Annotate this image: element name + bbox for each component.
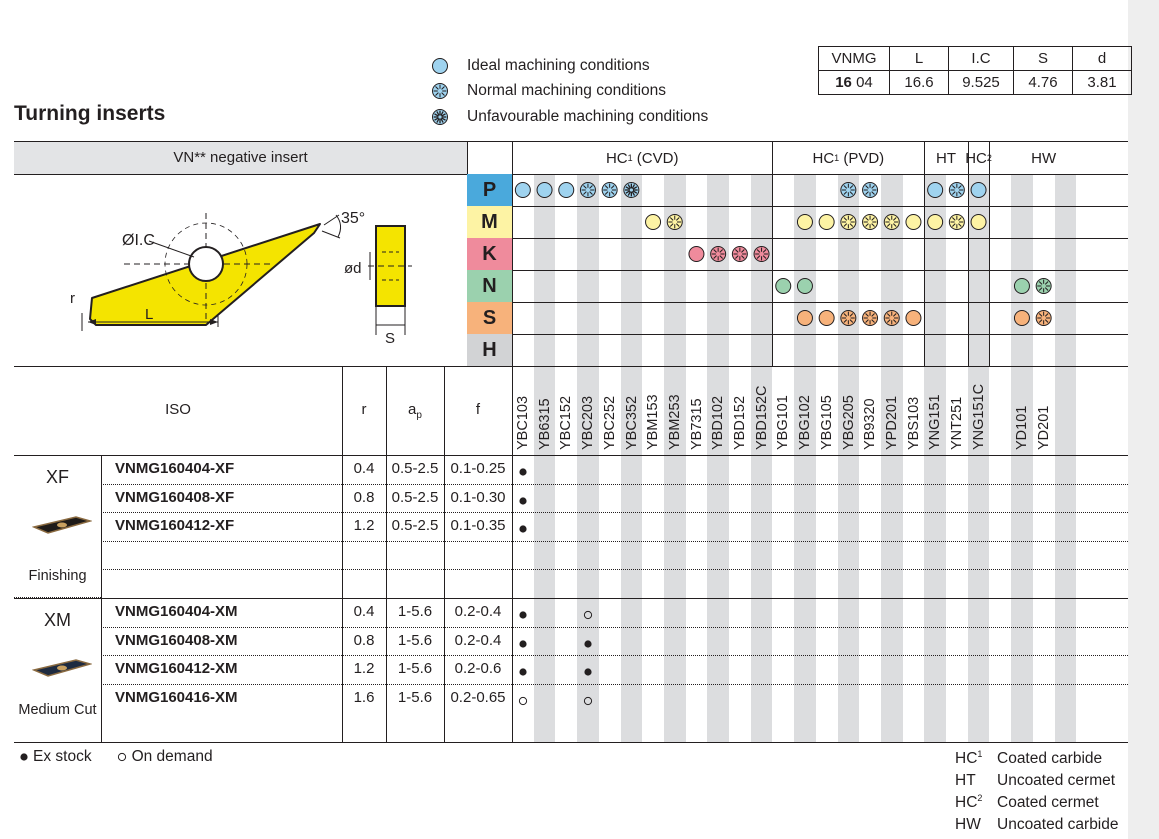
section-code: XM xyxy=(44,610,71,630)
ideal-circle-icon xyxy=(1014,311,1029,326)
material-letter: N xyxy=(482,274,497,297)
normal-flower-icon xyxy=(863,183,878,198)
insert-grade-table: VN** negative insert ØI.C 35° ød r L S P M K N S H HC 1 (CVD) HC 1 (PVD) HT HC 2 HW YBC103 YBC152 YBC252 YBM153 YB7315 YBD152 YBG101 YBG105 YB9320 YBS103 YNT251 YD201 ISO r $a_p$ f XF Finishing VNMG160404-XF 0.4 0.5-2.5 0.1-0.25 VNMG160408-XF 0.8 0.5-2.5 0.1-0.30 VNMG160412-XF 1.2 0.5-2.5 0.1-0.35 XM Medium Cut VNMG160404-XM 0.4 1-5.6 0.2-0.4 VNMG160408-XM 0.8 1-5.6 0.2-0.4 VNMG160412-XM 1.2 1-5.6 0.2-0.6 VNMG160416-XM 1.6 1-5.6 0.2-0.65 xyxy=(14,141,1128,743)
table-row xyxy=(101,684,1128,713)
ex-stock-dot-icon xyxy=(19,752,29,762)
dim-header: d xyxy=(1073,47,1132,71)
material-letter: K xyxy=(482,242,497,265)
ideal-circle-icon xyxy=(797,311,812,326)
dim-header: S xyxy=(1014,47,1073,71)
ex-stock-dot-icon xyxy=(518,493,528,503)
insert-photo-icon xyxy=(32,656,86,678)
ideal-circle-icon xyxy=(906,215,921,230)
ideal-circle-icon xyxy=(797,279,812,294)
material-letter: H xyxy=(482,338,497,361)
unfavourable-flower-icon xyxy=(430,107,450,127)
grade-type-desc: Uncoated cermet xyxy=(997,772,1116,789)
ex-stock-dot-icon xyxy=(518,521,528,531)
dim-size xyxy=(819,71,890,95)
grade-type-desc: Uncoated carbide xyxy=(997,816,1119,833)
drawing-label-L: L xyxy=(145,306,154,323)
grade-type-row xyxy=(955,792,1119,814)
grade-type-legend xyxy=(955,748,1119,836)
drawing-label-angle: 35° xyxy=(341,210,366,227)
r-value: 0.8 xyxy=(353,488,375,506)
ideal-circle-icon xyxy=(646,215,661,230)
normal-flower-icon xyxy=(863,215,878,230)
group-label: HC xyxy=(605,149,628,167)
grade-type-sup: 1 xyxy=(977,749,983,760)
ideal-circle-icon xyxy=(971,215,986,230)
normal-flower-icon xyxy=(602,183,617,198)
group-label: HW xyxy=(1031,149,1057,167)
grade-type-code-text: HT xyxy=(955,772,976,790)
on-demand-circle-icon xyxy=(116,752,128,762)
table-row xyxy=(101,484,1128,513)
insert-header: VN** negative insert xyxy=(173,149,308,166)
dim-header: L xyxy=(890,47,949,71)
group-sup: 1 xyxy=(834,153,840,163)
grade-type-row xyxy=(955,770,1119,792)
table-row xyxy=(101,655,1128,684)
grade-type-row xyxy=(955,748,1119,770)
normal-flower-icon xyxy=(841,311,856,326)
legend-unfavourable-label: Unfavourable machining conditions xyxy=(467,107,709,125)
iso-column-header: ISO xyxy=(165,401,191,418)
ap-value: 1-5.6 xyxy=(397,631,433,649)
normal-flower-icon xyxy=(949,215,964,230)
ideal-circle-icon xyxy=(537,183,552,198)
ideal-circle-icon xyxy=(797,215,812,230)
normal-flower-icon xyxy=(580,183,595,198)
group-label: HC xyxy=(812,149,835,167)
iso-designation: VNMG160416-XM xyxy=(115,688,238,706)
r-value: 0.8 xyxy=(353,631,375,649)
drawing-label-d: ød xyxy=(344,260,362,277)
f-value: 0.2-0.4 xyxy=(454,631,502,649)
normal-flower-icon xyxy=(430,81,450,101)
insert-photo-icon xyxy=(32,513,86,535)
ex-stock-dot-icon xyxy=(583,636,593,646)
ap-value: 0.5-2.5 xyxy=(391,517,439,535)
on-demand-circle-icon xyxy=(518,693,528,703)
legend-ideal xyxy=(430,53,708,79)
table-row xyxy=(101,598,1128,627)
iso-designation: VNMG160408-XM xyxy=(115,631,238,649)
on-demand-circle-icon xyxy=(583,607,593,617)
f-value: 0.1-0.30 xyxy=(450,488,506,506)
table-row xyxy=(101,455,1128,484)
drawing-label-r: r xyxy=(70,290,75,307)
ideal-circle-icon xyxy=(689,247,704,262)
ideal-circle-icon xyxy=(928,215,943,230)
group-suffix: (PVD) xyxy=(839,149,885,167)
section-code: XF xyxy=(45,467,69,487)
stock-legend xyxy=(19,748,213,766)
r-value: 1.6 xyxy=(353,688,375,706)
grade-type-desc: Coated carbide xyxy=(997,750,1103,767)
grade-type-sup: 2 xyxy=(977,793,983,804)
normal-flower-icon xyxy=(884,215,899,230)
grade-type-row xyxy=(955,814,1119,836)
on-demand-circle-icon xyxy=(583,693,593,703)
grade-type-desc: Coated cermet xyxy=(997,794,1099,811)
normal-flower-icon xyxy=(754,247,769,262)
ap-value: 0.5-2.5 xyxy=(391,460,439,477)
ap-value: 0.5-2.5 xyxy=(391,488,439,506)
dimension-header-row xyxy=(819,47,1132,71)
group-sup: 2 xyxy=(986,153,992,163)
group-suffix: (CVD) xyxy=(632,149,679,167)
dim-S: 4.76 xyxy=(1014,71,1073,95)
grade-type-code-text: HC xyxy=(955,750,978,768)
dim-header: VNMG xyxy=(819,47,890,71)
ideal-circle-icon xyxy=(515,183,530,198)
section-usage: Finishing xyxy=(28,568,87,584)
f-column-header: f xyxy=(475,401,481,418)
legend-normal xyxy=(430,79,708,105)
ex-stock-dot-icon xyxy=(518,664,528,674)
f-value: 0.2-0.6 xyxy=(454,660,502,678)
r-value: 1.2 xyxy=(353,517,375,535)
grade-type-code xyxy=(955,793,997,812)
ex-stock-dot-icon xyxy=(518,636,528,646)
group-label: HC xyxy=(965,149,987,167)
grade-type-code-text: HW xyxy=(955,816,981,834)
f-value: 0.2-0.65 xyxy=(450,688,506,706)
dim-IC: 9.525 xyxy=(949,71,1014,95)
f-value: 0.1-0.25 xyxy=(450,460,506,477)
legend-ideal-label: Ideal machining conditions xyxy=(467,56,650,74)
normal-flower-icon xyxy=(732,247,747,262)
iso-designation: VNMG160408-XF xyxy=(115,488,235,506)
on-demand-label: On demand xyxy=(131,748,213,765)
table-row xyxy=(101,541,1128,570)
ex-stock-dot-icon xyxy=(518,464,528,474)
ideal-circle-icon xyxy=(928,183,943,198)
ideal-circle-icon xyxy=(776,279,791,294)
r-value: 0.4 xyxy=(353,460,375,477)
dim-L: 16.6 xyxy=(890,71,949,95)
section-usage: Medium Cut xyxy=(18,702,97,718)
table-row xyxy=(101,512,1128,541)
material-letter: P xyxy=(482,178,497,201)
grade-type-code-text: HC xyxy=(955,794,978,812)
ex-stock-dot-icon xyxy=(583,664,593,674)
normal-flower-icon xyxy=(884,311,899,326)
ap-sub: p xyxy=(416,410,422,421)
ideal-circle-icon xyxy=(819,311,834,326)
grade-type-code xyxy=(955,771,997,790)
iso-designation: VNMG160404-XM xyxy=(115,603,238,620)
r-column-header: r xyxy=(361,401,367,418)
r-value: 1.2 xyxy=(353,660,375,678)
f-value: 0.2-0.4 xyxy=(454,603,502,620)
ideal-circle-icon xyxy=(819,215,834,230)
ideal-circle-icon xyxy=(559,183,574,198)
ex-stock-dot-icon xyxy=(518,607,528,617)
table-row xyxy=(101,569,1128,598)
ap-value: 1-5.6 xyxy=(397,603,433,620)
page-margin xyxy=(1128,0,1159,839)
ideal-circle-icon xyxy=(430,56,450,76)
ideal-circle-icon xyxy=(971,183,986,198)
legend-normal-label: Normal machining conditions xyxy=(467,82,667,100)
normal-flower-icon xyxy=(1036,279,1051,294)
normal-flower-icon xyxy=(711,247,726,262)
ideal-circle-icon xyxy=(906,311,921,326)
drawing-label-ic: ØI.C xyxy=(122,232,155,249)
dim-d: 3.81 xyxy=(1073,71,1132,95)
dim-size-bold: 16 xyxy=(835,74,852,91)
normal-flower-icon xyxy=(667,215,682,230)
ap-main: a xyxy=(408,401,417,418)
ap-column-header xyxy=(386,400,444,426)
page-title: Turning inserts xyxy=(14,102,166,125)
group-sup: 1 xyxy=(627,153,633,163)
material-letter: M xyxy=(481,210,498,233)
conditions-legend xyxy=(430,53,708,130)
iso-designation: VNMG160412-XM xyxy=(115,660,238,678)
dimension-table xyxy=(818,46,1132,95)
normal-flower-icon xyxy=(841,183,856,198)
normal-flower-icon xyxy=(841,215,856,230)
table-row xyxy=(101,627,1128,656)
dim-size-rest: 04 xyxy=(856,74,873,91)
ap-value: 1-5.6 xyxy=(397,660,433,678)
iso-designation: VNMG160404-XF xyxy=(115,460,235,477)
drawing-label-S: S xyxy=(385,330,396,347)
grade-type-code xyxy=(955,815,997,834)
unfavourable-flower-icon xyxy=(624,183,639,198)
iso-designation: VNMG160412-XF xyxy=(115,517,235,535)
legend-unfavourable xyxy=(430,104,708,130)
normal-flower-icon xyxy=(1036,311,1051,326)
material-letter: S xyxy=(482,306,497,329)
grade-type-code xyxy=(955,749,997,768)
normal-flower-icon xyxy=(863,311,878,326)
f-value: 0.1-0.35 xyxy=(450,517,506,535)
dim-header: I.C xyxy=(949,47,1014,71)
r-value: 0.4 xyxy=(353,603,375,620)
ex-stock-label: Ex stock xyxy=(33,748,92,765)
normal-flower-icon xyxy=(949,183,964,198)
dimension-value-row xyxy=(819,71,1132,95)
ap-value: 1-5.6 xyxy=(397,688,433,706)
ideal-circle-icon xyxy=(1014,279,1029,294)
group-label: HT xyxy=(935,149,956,167)
